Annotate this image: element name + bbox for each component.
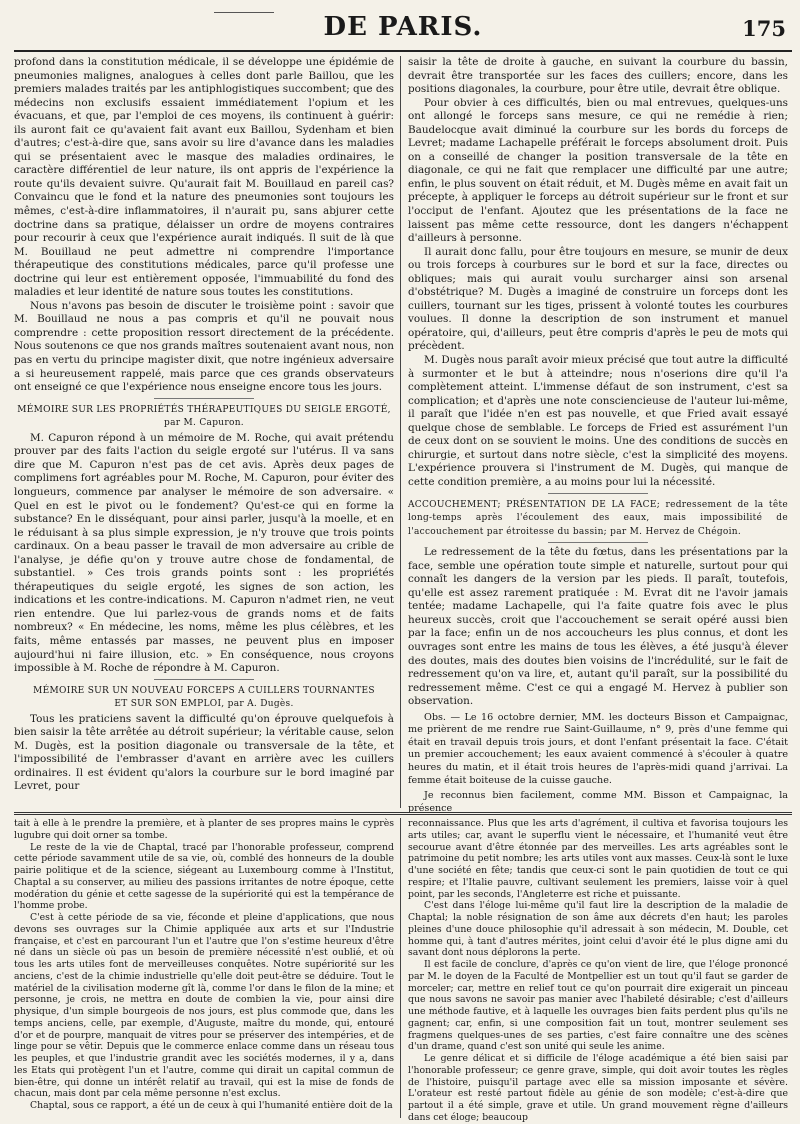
paragraph: tait à elle à le prendre la première, et à planter de ses propres mains le cyprès lugubre qui doit orner sa tombe. xyxy=(14,818,394,841)
section-heading xyxy=(14,404,394,431)
paragraph: Pour obvier à ces difficultés, bien ou mal entrevues, quelques-uns ont allongé le forceps sans mesure, ce qui ne remédie à rien; Baudelocque avait diminué la courbure sur les bords du forceps de Levret; madame Lachapelle préférait le forceps absolument droit. Puis on a conseillé de changer la position transversale de la tête en diagonale, ce qui ne fait que remplacer une difficulté par une autre; enfin, le plus souvent on était réduit, et M. Dugès même en avait fait un précepte, à appliquer le forceps au détroit supérieur sur le front et sur l'occiput de l'enfant. Ajoutez que les présentations de la face ne laissent pas même cette ressource, dont les dangers n'échappent d'ailleurs à personne. xyxy=(408,96,788,245)
section-heading: ACCOUCHEMENT; PRÉSENTATION DE LA FACE; redressement de la tête long-temps après l'écoulement des eaux, mais impossibilité de l'accouchement par étroitesse du bassin; par M. Hervez de Chégoin. xyxy=(408,499,788,537)
paragraph: Nous n'avons pas besoin de discuter le troisième point : savoir que M. Bouillaud ne nous a pas compris et qu'il ne pouvait nous comprendre : cette proposition ressort directement de la précédente. Nous soutenons ce que nos grands maîtres soutenaient avant nous, non pas en vertu du principe magister dixit, que notre ingénieux adversaire a si heureusement rappelé, mais parce que ces grands observateurs ont enseigné ce que l'expérience nous enseigne encore tous les jours. xyxy=(14,299,394,394)
paragraph: Le reste de la vie de Chaptal, tracé par l'honorable professeur, comprend cette période savamment utile de sa vie, où, comblé des honneurs de la double pairie politique et de la science, siégeant au Luxembourg comme à l'Institut, Chaptal a su conserver, au milieu des passions irritantes de notre époque, cette modération du génie et cette sagesse de la supériorité qui est la tempérance de l'homme probe. xyxy=(14,841,394,912)
paragraph: Il aurait donc fallu, pour être toujours en mesure, se munir de deux ou trois forceps à courbures sur le bord et sur la face, directes ou obliques; mais qui aurait voulu surcharger ainsi son arsenal d'obstétrique? M. Dugès a imaginé de construire un forceps dont les cuillers, tournant sur les tiges, prissent à volonté toutes les courbures voulues. Il donne la description de son instrument et manuel opératoire, qui, d'ailleurs, peut être compris d'après le peu de mots qui précèdent. xyxy=(408,245,788,353)
newspaper-page xyxy=(14,6,792,1123)
section-divider xyxy=(154,679,254,680)
paragraph: Chaptal, sous ce rapport, a été un de ceux à qui l'humanité entière doit de la xyxy=(30,1100,393,1111)
paragraph: C'est à cette période de sa vie, féconde et pleine d'applications, que nous devons ses ouvrages sur la Chimie appliquée aux arts et sur l'Industrie française, et c'est en parcourant l'un et l'autre que l'on s'estime heureux d'être né dans un siècle où pas un besoin de première nécessité n'est oublié, et où tous les arts utiles font de merveilleuses conquêtes. Notre supériorité sur les anciens, c'est de la chimie industrielle qu'elle doit peut-être se déduire. Tout le matériel de la civilisation moderne gît là, comme l'or dans le filon de la mine; et personne, je crois, ne mettra en doute de combien la vie, pour ainsi dire physique, d'un simple bourgeois de nos jours, est plus commode que, dans les temps anciens, celle, par exemple, d'Auguste, maître du monde, qui, entouré d'or et de pourpre, manquait de vitres pour se préserver des intempéries, et de linge pour se vêtir. Depuis que le commerce enlace comme dans un réseau tous les peuples, et que l'industrie grandit avec les sociétés modernes, il y a, dans les Etats qui protègent l'un et l'autre, comme qui dirait un capital commun de bien-être, qui donne un intérêt relatif au travail, qui est la mise de fonds de chacun, mais dont par cela même personne n'est exclus. xyxy=(14,912,394,1100)
feuilleton xyxy=(14,818,792,1123)
paragraph: reconnaissance. Plus que les arts d'agrément, il cultiva et favorisa toujours les arts utiles; car, avant le superflu vient le nécessaire, et l'humanité veut être secourue avant d'être étonnée par des merveilles. Les arts agréables sont le patrimoine du petit nombre; les arts utiles vont aux masses. Ceux-là sont le luxe d'une société en fête; tandis que ceux-ci sont le pain quotidien de tout ce qui respire; et l'Italie pauvre, cultivant seulement les premiers, laisse voir à quel point, par les seconds, l'Angleterre est riche et puissante. xyxy=(408,818,788,900)
paragraph: Le redressement de la tête du fœtus, dans les présentations par la face, semble une opération toute simple et naturelle, surtout pour qui connaît les dangers de la version par les pieds. Il paraît, toutefois, qu'elle est assez rarement pratiquée : M. Evrat dit ne l'avoir jamais tentée; madame Lachapelle, qui l'a faite quatre fois avec le plus heureux succès, croit que l'accouchement se serait opéré aussi bien par la face; enfin un de nos accoucheurs les plus connus, et dont les ouvrages sont entre les mains de tous les élèves, a été jusqu'à élever des doutes, mais des doutes bien voisins de l'incrédulité, sur le fait de redressement qu'on va lire, et, autant qu'il paraît, sur la possibilité du redressement même. C'est ce qui a engagé M. Hervez à publier son observation. xyxy=(408,546,788,708)
feuilleton-right-column xyxy=(408,818,788,1123)
paragraph: Tous les praticiens savent la difficulté qu'on éprouve quelquefois à bien saisir la tête arrêtée au détroit supérieur; la véritable cause, selon M. Dugès, est la position diagonale ou transversale de la tête, et l'impossibilité de l'embrasser d'avant en arrière avec les cuillers ordinaires. Il est évident qu'alors la courbure sur le bord imaginé par Levret, pour xyxy=(14,712,394,793)
paragraph: Il est facile de conclure, d'après ce qu'on vient de lire, que l'éloge prononcé par M. le doyen de la Faculté de Montpellier est un tout qu'il faut se garder de morceler; car, mettre en relief tout ce qu'on pourrait dire exigerait un pinceau que nous savons ne savoir pas manier avec l'habileté désirable; c'est d'ailleurs une méthode fautive, et à laquelle les ouvrages bien faits perdent plus qu'ils ne gagnent; car, enfin, si une composition fait un tout, montrer seulement ses fragmens quelques-unes de ses parties, c'est faire connaître une des scènes d'un drame, quand c'est son unité qui seule les anime. xyxy=(408,959,788,1053)
paragraph: Le genre délicat et si difficile de l'éloge académique a été bien saisi par l'honorable professeur; ce genre grave, simple, qui doit avoir toutes les règles de l'histoire, puisqu'il partage avec elle sa mission imposante et sévère. L'orateur est resté partout fidèle au génie de son modèle; c'est-à-dire que partout il a été simple, grave et utile. Un grand mouvement règne d'ailleurs dans cet éloge; beaucoup xyxy=(408,1053,788,1123)
section-divider xyxy=(548,493,648,494)
column-divider xyxy=(400,818,401,1118)
section-heading-author: ET SUR SON EMPLOI, par A. Dugès. xyxy=(114,699,294,710)
paragraph: M. Dugès nous paraît avoir mieux précisé que tout autre la difficulté à surmonter et le but à atteindre; nous n'oserions dire qu'il l'a complètement atteint. L'immense défaut de son instrument, c'est sa complication; et d'après une note consciencieuse de l'auteur lui-même, il paraît que l'idée n'en est pas nouvelle, et que Fried avait essayé quelque chose de semblable. Le forceps de Fried est assurément l'un de ceux dont on se souvient le moins. Une des conditions de succès en chirurgie, et surtout dans notre siècle, c'est la simplicité des moyens. L'expérience prouvera si l'instrument de M. Dugès, qui manque de cette condition première, a au moins pour lui la nécessité. xyxy=(408,354,788,488)
column-divider xyxy=(400,56,401,808)
paragraph: C'est dans l'éloge lui-même qu'il faut lire la description de la maladie de Chaptal; la noble résignation de son âme aux décrets d'en haut; les paroles pleines d'une douce philosophie qu'il adressait à son médecin, M. Double, cet homme qui, à tant d'autres mérites, joint celui d'avoir été le plus digne ami du savant dont nous déplorons la perte. xyxy=(408,900,788,959)
feuilleton-left-column xyxy=(14,818,394,1118)
page-number: 175 xyxy=(742,16,786,41)
section-heading-line: MÉMOIRE SUR UN NOUVEAU FORCEPS A CUILLERS TOURNANTES xyxy=(33,685,375,696)
main-columns xyxy=(14,56,792,814)
right-column xyxy=(408,56,788,814)
section-heading xyxy=(14,685,394,712)
left-column xyxy=(14,56,394,808)
section-heading-line: MÉMOIRE SUR LES PROPRIÉTÉS THÉRAPEUTIQUES DU SEIGLE ERGOTÉ, xyxy=(17,404,391,415)
section-divider xyxy=(154,398,254,399)
paragraph: profond dans la constitution médicale, il se développe une épidémie de pneumonies malignes, analogues à celles dont parle Baillou, que les premiers malades traités par les antiphlogistiques succombent; que des médecins non exclusifs essaient immédiatement l'opium et les évacuans, et que, par l'emploi de ces moyens, ils continuent à guérir: ils auront fait ce qu'avaient fait avant eux Baillou, Sydenham et bien d'autres; c'est-à-dire que, sans avoir su lire d'avance dans les maladies qui se présentaient avec le masque des maladies ordinaires, le caractère différentiel de leur nature, ils ont appris de l'expérience la route qu'ils devaient suivre. Qu'aurait fait M. Bouillaud en pareil cas? Convaincu que le fond et la nature des pneumonies sont toujours les mêmes, c'est-à-dire inflammatoires, il n'aurait pu, sans abjurer cette doctrine dans sa pratique, délaisser un ordre de moyens contraires pour recourir à ceux que l'expérience aurait indiqués. Il suit de là que M. Bouillaud ne peut admettre ni comprendre l'importance thérapeutique des constitutions médicales, parce qu'il professe une doctrine qui leur est entièrement opposée, l'immuabilité du fond des maladies et leur identité de nature sous toutes les constitutions. xyxy=(14,56,394,299)
observation-paragraph: Obs. — Le 16 octobre dernier, MM. les docteurs Bisson et Campaignac, me prièrent de me rendre rue Saint-Guillaume, n° 9, près d'une femme qui était en travail depuis trois jours, et dont l'enfant présentait la face. C'était un premier accouchement; les eaux avaient commencé à s'écouler à quatre heures du matin, et il était trois heures de l'après-midi quand j'arrivai. La femme était boiteuse de la cuisse gauche. xyxy=(408,711,788,786)
feuilleton-separator xyxy=(14,812,792,815)
section-divider xyxy=(548,542,648,543)
paragraph: saisir la tête de droite à gauche, en suivant la courbure du bassin, devrait être transportée sur les faces des cuillers; encore, dans les positions diagonales, la courbure, pour être utile, devrait être oblique. xyxy=(408,56,788,96)
paragraph: M. Capuron répond à un mémoire de M. Roche, qui avait prétendu prouver par des faits l'action du seigle ergoté sur l'utérus. Il va sans dire que M. Capuron n'est pas de cet avis. Après deux pages de complimens fort agréables pour M. Roche, M. Capuron, pour éviter des longueurs, commence par analyser le mémoire de son adversaire. « Quel en est le pivot ou le fondement? Qu'est-ce qui en forme la substance? En le disséquant, pour ainsi parler, jusqu'à la moelle, et en le réduisant à sa plus simple expression, je n'y trouve que trois points cardinaux. On a beau passer le travail de mon adversaire au crible de l'analyse, je défie qu'on y trouve autre chose de fondamental, de substantiel. » Ces trois grands points sont : les propriétés thérapeutiques du seigle ergoté, les signes de son action, les indications et les contre-indications. M. Capuron n'admet rien, ne veut rien entendre. Que lui parlez-vous de grands noms et de faits nombreux? « En médecine, les noms, même les plus célèbres, et les faits, même entassés par masses, ne peuvent plus en imposer aujourd'hui ni faire illusion, etc. » En conséquence, nous croyons impossible à M. Roche de répondre à M. Capuron. xyxy=(14,431,394,675)
observation-paragraph: Je reconnus bien facilement, comme MM. Bisson et Campaignac, la présence xyxy=(408,790,788,814)
page-title: DE PARIS. xyxy=(323,12,483,42)
section-heading-author: par M. Capuron. xyxy=(164,418,244,429)
page-header xyxy=(14,6,792,52)
